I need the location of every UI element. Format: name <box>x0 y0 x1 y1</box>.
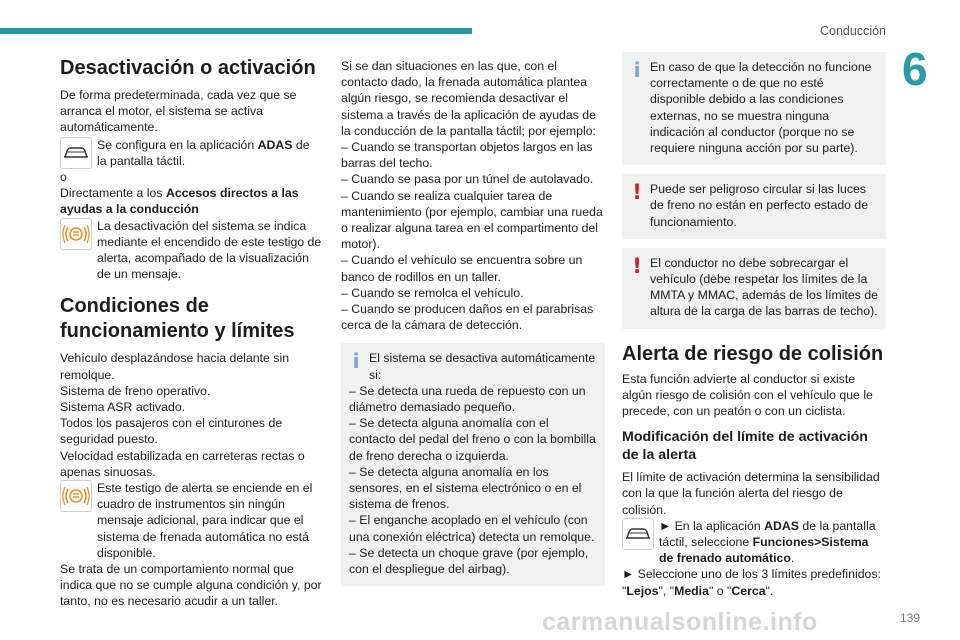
menu-path-label: Funciones>Sistema de frenado automático <box>659 535 869 566</box>
text-fragment: ", " <box>658 583 675 598</box>
warning-box-head <box>630 181 878 230</box>
warning-box-head <box>630 255 878 320</box>
list-item: – Cuando se remolca el vehículo. <box>341 285 524 300</box>
text-fragment: ► Seleccione uno de los 3 límites predefinidos: " <box>622 567 881 598</box>
paragraph-collision-alert: Esta función advierte al conductor si existe algún riesgo de colisión con el vehículo que le precede, con un peatón o con un ciclista. <box>622 371 873 419</box>
text-fragment: ► En la aplicación <box>659 518 765 533</box>
info-box-auto-deactivation <box>341 343 605 586</box>
condition-5: Velocidad estabilizada en carreteras rectas o apenas sinuosas. <box>60 448 305 479</box>
condition-1: Vehículo desplazándose hacia delante sin remolque. <box>60 351 290 382</box>
option-media: Media <box>674 583 709 598</box>
app-setting-row <box>60 137 322 169</box>
text-fragment: Directamente a los <box>60 186 166 201</box>
list-item: – Cuando se transportan objetos largos en las barras del techo. <box>341 140 593 171</box>
heading-collision-alert: Alerta de riesgo de colisión <box>622 342 884 365</box>
adas-label: ADAS <box>764 518 799 533</box>
info-list-item: – Se detecta una rueda de repuesto con un diámetro demasiado pequeño. <box>349 383 586 415</box>
list-item: – Cuando se producen daños en el parabrisas cerca de la cámara de detección. <box>341 302 594 333</box>
info-list-item: – El enganche acoplado en el vehículo (con una conexión eléctrica) detecta un remolque. <box>349 513 595 544</box>
paragraph-default: De forma predeterminada, cada vez que se arranca el motor, el sistema se activa automáticamente. <box>60 88 297 135</box>
text-fragment: de la pantalla táctil, seleccione <box>659 518 876 550</box>
app-setting-text <box>97 137 322 169</box>
text-fragment: de la pantalla táctil. <box>97 137 310 168</box>
info-list-item: – Se detecta alguna anomalía con el contacto del pedal del freno o con la bombilla de freno derecha o izquierda. <box>349 416 596 463</box>
page-number: 139 <box>899 611 920 625</box>
list-item: – Cuando se pasa por un túnel de autolavado. <box>341 172 594 187</box>
info-icon: i <box>352 349 360 374</box>
column-right <box>622 52 886 599</box>
header-accent-bar <box>0 28 472 34</box>
condition-3: Sistema ASR activado. <box>60 400 186 415</box>
list-item: – Cuando se realiza cualquier tarea de mantenimiento (por ejemplo, cambiar una rueda o realizar alguna tarea en el compartimento del motor). <box>341 188 603 252</box>
shortcut-label: Accesos directos a las ayudas a la conducción <box>60 186 299 217</box>
deactivation-row <box>60 218 322 283</box>
paragraph-intro: Si se dan situaciones en las que, con el contacto dado, la frenada automática plantea algún riesgo, se recomienda desactivar el sistema a través de la aplicación de ayudas de la conducción de la pantalla táctil; por ejemplo: <box>341 59 596 138</box>
info-icon: i <box>633 58 641 82</box>
warning-box-overload <box>622 248 886 329</box>
warning-lamp-text: Este testigo de alerta se enciende en el cuadro de instrumentos sin ningún mensaje adicional, para indicar que el sistema de frenada automática no está disponible. <box>97 481 313 560</box>
text-fragment: . <box>790 551 795 566</box>
deactivation-text: La desactivación del sistema se indica mediante el encendido de este testigo de alerta, acompañado de la visualización de un mensaje. <box>97 218 322 282</box>
brake-warning-lamp-icon <box>60 480 92 512</box>
exclamation-icon: ! <box>632 180 642 205</box>
paragraph-or: o <box>60 170 67 185</box>
car-icon <box>622 518 654 550</box>
info-box-head <box>349 350 597 382</box>
option-cerca: Cerca <box>731 583 766 598</box>
warning-lamp-row <box>60 480 322 561</box>
text-fragment: " o " <box>708 583 732 598</box>
exclamation-icon: ! <box>632 253 642 278</box>
step-1-text <box>659 518 886 567</box>
heading-conditions: Condiciones de funcionamiento y límites <box>60 295 295 343</box>
heading-deactivation: Desactivación o activación <box>60 57 316 79</box>
car-icon <box>60 137 92 169</box>
paragraph-modification: El límite de activación determina la sensibilidad con la que la función alerta del riesgo de colisión. <box>622 470 880 517</box>
text-fragment: Se configura en la aplicación <box>97 137 258 152</box>
list-item: – Cuando el vehículo se encuentra sobre un banco de rodillos en un taller. <box>341 253 583 284</box>
warning-box-text: El conductor no debe sobrecargar el vehículo (debe respetar los límites de la MMTA y MMAC, además de los límites de altura de la carga de las barras de techo). <box>650 255 879 319</box>
step-2-text <box>622 566 886 598</box>
info-box-detection <box>622 52 886 165</box>
warning-box-brake-lights <box>622 174 886 239</box>
adas-label: ADAS <box>257 137 293 152</box>
brake-warning-lamp-icon <box>60 218 92 250</box>
condition-2: Sistema de freno operativo. <box>60 383 211 398</box>
option-lejos: Lejos <box>626 583 659 598</box>
condition-4: Todos los pasajeros con el cinturones de seguridad puesto. <box>60 416 283 447</box>
info-list-item: – Se detecta alguna anomalía en los sensores, en el sistema electrónico o en el sistema de frenos. <box>349 464 582 512</box>
heading-modification: Modificación del límite de activación de la alerta <box>622 429 868 464</box>
paragraph-normal: Se trata de un comportamiento normal que indica que no se cumple alguna condición y, por tanto, no es necesario acudir a un taller. <box>60 562 322 609</box>
watermark: carmanualsonline.info <box>542 608 818 636</box>
paragraph-direct <box>60 185 322 217</box>
section-title: Conducción <box>819 24 886 38</box>
chapter-number: 6 <box>902 43 928 95</box>
warning-box-text: Puede ser peligroso circular si las luces de freno no están en perfecto estado de funcionamiento. <box>650 182 869 229</box>
text-fragment: ". <box>765 583 774 598</box>
step-1-row <box>622 518 886 567</box>
info-box-head <box>630 59 878 156</box>
info-box-title: El sistema se desactiva automáticamente si: <box>369 351 596 382</box>
info-list-item: – Se detecta un choque grave (por ejemplo, con el despliegue del airbag). <box>349 545 589 577</box>
column-left <box>60 56 322 610</box>
column-middle <box>341 58 605 586</box>
info-box-text: En caso de que la detección no funcione correctamente o de que no esté disponible debido a las condiciones externas, no se muestra ninguna indicación al conductor (porque no se requiere ninguna acción por su parte). <box>650 60 872 156</box>
